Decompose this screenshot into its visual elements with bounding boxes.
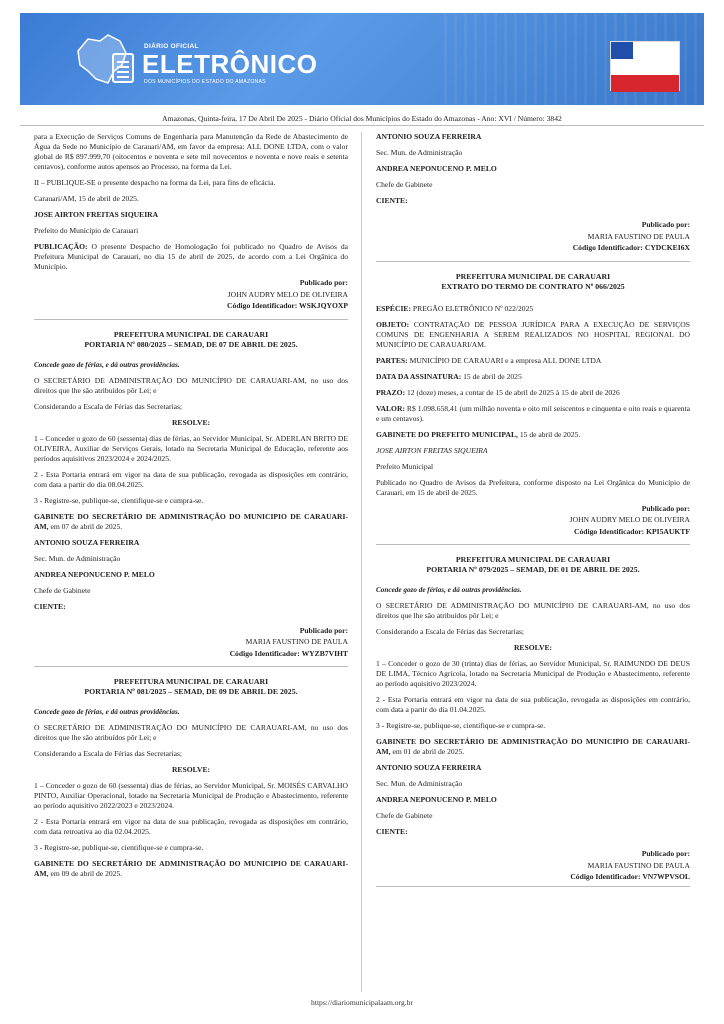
resolve-label: RESOLVE: xyxy=(513,643,553,652)
signer-name: ANDREA NEPONUCENO P. MELO xyxy=(34,569,155,579)
header-banner xyxy=(20,13,704,105)
footer-url[interactable]: https://diariomunicipalaam.org.br xyxy=(311,998,413,1007)
gabinete-paragraph: GABINETE DO SECRETÁRIO DE ADMINISTRAÇÃO DO MUNICIPIO DE CARAUARI-AM, em 07 de abril de 2025. xyxy=(34,511,348,531)
identifier-code: Código Identificador: VN7WPVSOL xyxy=(570,872,690,881)
paragraph: Considerando a Escala de Férias das Secretarias; xyxy=(34,401,183,411)
paragraph: 1 – Conceder o gozo de 30 (trinta) dias de férias, ao Servidor Municipal, Sr. RAIMUNDO DE DEUS DE LIMA, Técnico Agrícola, lotado na Secretaria Municipal de Produção e Abastecimento, referente ao período aquisitivo 2023/2024. xyxy=(376,659,690,688)
paragraph: 1 – Conceder o gozo de 60 (sessenta) dias de férias, ao Servidor Municipal, Sr. ADERLAN BRITO DE OLIVEIRA, Auxiliar de Serviços Gerais, lotado na Secretaria Municipal de Educação, referente aos períodos aquisitivos 2023/2024 e 2024/2025. xyxy=(34,433,348,463)
signer-role: Sec. Mun. de Administração xyxy=(376,779,463,788)
dateline: Amazonas, Quinta-feira, 17 De Abril De 2025 - Diário Oficial dos Municípios do Estado do Amazonas - Ano: XVI / Número: 3842 xyxy=(162,114,562,123)
paragraph: Considerando a Escala de Férias das Secretarias; xyxy=(34,749,183,758)
ementa: Concede gozo de férias, e dá outras providências. xyxy=(376,586,522,594)
section-subtitle: PORTARIA Nº 081/2025 – SEMAD, DE 09 DE ABRIL DE 2025. xyxy=(84,687,298,696)
published-by-name: JOHN AUDRY MELO DE OLIVEIRA xyxy=(569,515,690,524)
paragraph: 3 - Registre-se, publique-se, cientifique-se e cumpra-se. xyxy=(376,721,546,730)
signer-role: Chefe de Gabinete xyxy=(376,811,433,820)
amazonas-flag-icon xyxy=(610,41,680,91)
signer-role: Chefe de Gabinete xyxy=(376,180,433,189)
signer-role: Sec. Mun. de Administração xyxy=(376,148,463,157)
paragraph: O SECRETÁRIO DE ADMINISTRAÇÃO DO MUNICÍPIO DE CARAUARI-AM, no uso dos direitos que lhe são atribuídos pôr Lei; e xyxy=(34,723,348,742)
publicacao-paragraph: PUBLICAÇÃO: O presente Despacho de Homologação foi publicado no Quadro de Avisos da Prefeitura Municipal de Carauari, no dia 15 de abril de 2025, de acordo com a Lei Orgânica do Município. xyxy=(34,242,348,271)
ciente-label: CIENTE: xyxy=(376,196,408,205)
paragraph: Publicado no Quadro de Avisos da Prefeitura, conforme disposto na Lei Orgânica do Município de Carauari, em 15 de abril de 2025. xyxy=(376,477,690,497)
published-by-label: Publicado por: xyxy=(299,278,348,287)
signer-name: JOSE AIRTON FREITAS SIQUEIRA xyxy=(376,445,488,455)
section-divider xyxy=(376,544,690,545)
resolve-label: RESOLVE: xyxy=(171,765,211,774)
paragraph: II – PUBLIQUE-SE o presente despacho na forma da Lei, para fins de eficácia. xyxy=(34,178,276,187)
objeto-field: OBJETO: CONTRATAÇÃO DE PESSOA JURÍDICA PARA A EXECUÇÃO DE SERVIÇOS COMUNS DE ENGENHARIA A SEREM REALIZADOS NO HOSPITAL REGIONAL DO MUNICÍPIO DE CARAUARI/AM. xyxy=(376,319,690,349)
section-subtitle: PORTARIA Nº 080/2025 – SEMAD, DE 07 DE ABRIL DE 2025. xyxy=(84,339,298,349)
section-divider xyxy=(376,886,690,887)
paragraph: 2 - Esta Portaria entrará em vigor na data de sua publicação, revogada as disposições em contrário, com data retroativa ao dia 02.04.2025. xyxy=(34,817,348,836)
column-divider xyxy=(361,132,362,992)
signer-name: ANDREA NEPONUCENO P. MELO xyxy=(376,795,497,804)
paragraph: para a Execução de Serviços Comuns de Engenharia para Manutenção da Rede de Abastecimento de Água da Sede no Município de Carauari/AM, em favor da empresa: ALL DONE LTDA, com o valor global de R$ 897.999,70 (oitocentos e noventa e sete mil novecentos e noventa e nove reais e setenta centavos), conforme autos apensos ao Processo, na forma da Lei. xyxy=(34,132,348,171)
section-divider xyxy=(34,319,348,320)
signer-name: JOSE AIRTON FREITAS SIQUEIRA xyxy=(34,210,159,219)
published-by-name: MARIA FAUSTINO DE PAULA xyxy=(587,860,690,870)
signer-role: Sec. Mun. de Administração xyxy=(34,553,121,563)
section-title: PREFEITURA MUNICIPAL DE CARAUARI xyxy=(113,677,269,686)
paragraph: 3 - Registre-se, publique-se, cientifique-se e cumpra-se. xyxy=(34,843,204,852)
gabinete-paragraph: GABINETE DO SECRETÁRIO DE ADMINISTRAÇÃO DO MUNICIPIO DE CARAUARI-AM, em 09 de abril de 2025. xyxy=(34,859,348,878)
paragraph: O SECRETÁRIO DE ADMINISTRAÇÃO DO MUNICÍPIO DE CARAUARI-AM, no uso dos direitos que lhe são atribuídos pôr Lei; e xyxy=(34,375,348,395)
paragraph: 1 – Conceder o gozo de 60 (sessenta) dias de férias, ao Servidor Municipal, Sr. MOISÉS CARVALHO PINTO, Auxiliar Operacional, lotado na Secretaria Municipal de Produção e Abastecimento, referente ao período aquisitivo 2022/2023 e 2023/2024. xyxy=(34,781,348,810)
paragraph: Considerando a Escala de Férias das Secretarias; xyxy=(376,627,525,636)
section-divider xyxy=(376,261,690,262)
brand-subtitle: DOS MUNICÍPIOS DO ESTADO DO AMAZONAS xyxy=(144,79,266,85)
published-by-label: Publicado por: xyxy=(641,849,690,858)
paragraph: 2 - Esta Portaria entrará em vigor na data de sua publicação, revogada as disposições em contrário, com data a partir do dia 08.04.2025. xyxy=(34,469,348,489)
identifier-code: Código Identificador: WSKJQYOXP xyxy=(227,301,348,310)
section-title: PREFEITURA MUNICIPAL DE CARAUARI xyxy=(113,329,269,339)
paragraph: 2 - Esta Portaria entrará em vigor na data de sua publicação, revogada as disposições em contrário, com data a partir do dia 01.04.2025. xyxy=(376,695,690,714)
signer-role: Chefe de Gabinete xyxy=(34,585,91,595)
ciente-label: CIENTE: xyxy=(376,827,408,836)
ementa: Concede gozo de férias, e dá outras providências. xyxy=(34,708,180,716)
divider xyxy=(20,125,704,126)
section-subtitle: EXTRATO DO TERMO DE CONTRATO Nº 066/2025 xyxy=(441,281,625,291)
prazo-field: PRAZO: 12 (doze) meses, a contar de 15 de abril de 2025 à 15 de abril de 2026 xyxy=(376,387,620,397)
right-column xyxy=(376,132,690,897)
identifier-code: Código Identificador: KPI5AUKTF xyxy=(573,526,690,536)
brand-small: DIÁRIO OFICIAL xyxy=(144,43,199,50)
section-title: PREFEITURA MUNICIPAL DE CARAUARI xyxy=(455,555,611,564)
published-by-label: Publicado por: xyxy=(299,625,348,635)
identifier-code: Código Identificador: WYZB7VIHT xyxy=(229,648,348,658)
resolve-label: RESOLVE: xyxy=(171,417,211,427)
published-by-label: Publicado por: xyxy=(641,503,690,513)
published-by-label: Publicado por: xyxy=(641,220,690,229)
paragraph: O SECRETÁRIO DE ADMINISTRAÇÃO DO MUNICÍPIO DE CARAUARI-AM, no uso dos direitos que lhe são atribuídos pôr Lei; e xyxy=(376,601,690,620)
published-by-name: JOHN AUDRY MELO DE OLIVEIRA xyxy=(227,289,348,299)
especie-field: ESPÉCIE: PREGÃO ELETRÔNICO Nº 022/2025 xyxy=(376,303,534,313)
signer-name: ANDREA NEPONUCENO P. MELO xyxy=(376,164,497,173)
published-by-name: MARIA FAUSTINO DE PAULA xyxy=(245,637,348,646)
published-by-name: MARIA FAUSTINO DE PAULA xyxy=(587,231,690,241)
signer-role: Prefeito Municipal xyxy=(376,461,434,471)
brand-title: ELETRÔNICO xyxy=(142,49,318,79)
section-subtitle: PORTARIA Nº 079/2025 – SEMAD, DE 01 DE ABRIL DE 2025. xyxy=(426,565,640,574)
partes-field: PARTES: MUNICÍPIO DE CARAUARI e a empresa ALL DONE LTDA xyxy=(376,355,602,365)
section-title: PREFEITURA MUNICIPAL DE CARAUARI xyxy=(455,271,611,281)
signer-name: ANTONIO SOUZA FERREIRA xyxy=(376,132,482,141)
signer-name: ANTONIO SOUZA FERREIRA xyxy=(34,537,140,547)
document-logo-icon xyxy=(112,53,134,83)
section-divider xyxy=(34,666,348,667)
paragraph: 3 - Registre-se, publique-se, cientifique-se e cumpra-se. xyxy=(34,495,204,505)
valor-field: VALOR: R$ 1.098.658,41 (um milhão noventa e oito mil seiscentos e cinquenta e oito reais e quarenta e um centavos). xyxy=(376,403,690,423)
ementa: Concede gozo de férias, e dá outras providências. xyxy=(34,360,180,369)
gabinete-paragraph: GABINETE DO SECRETÁRIO DE ADMINISTRAÇÃO DO MUNICIPIO DE CARAUARI-AM, em 01 de abril de 2025. xyxy=(376,737,690,756)
signer-role: Prefeito do Município de Carauari xyxy=(34,226,139,235)
left-column xyxy=(34,132,348,885)
gabinete-prefeito: GABINETE DO PREFEITO MUNICIPAL, 15 de abril de 2025. xyxy=(376,429,581,439)
place-date: Carauari/AM, 15 de abril de 2025. xyxy=(34,194,139,203)
ciente-label: CIENTE: xyxy=(34,601,66,611)
data-field: DATA DA ASSINATURA: 15 de abril de 2025 xyxy=(376,371,522,381)
identifier-code: Código Identificador: CYDCKEI6X xyxy=(572,243,690,252)
signer-name: ANTONIO SOUZA FERREIRA xyxy=(376,763,482,772)
